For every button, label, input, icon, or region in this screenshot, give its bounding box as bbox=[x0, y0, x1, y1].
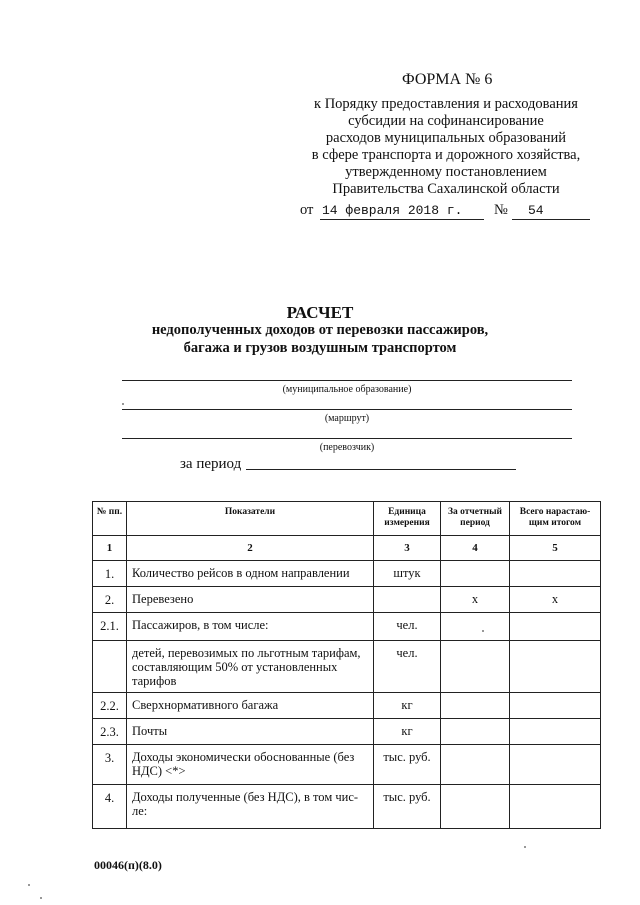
date-prefix: от bbox=[300, 202, 314, 218]
table-row bbox=[93, 785, 601, 829]
carrier-field[interactable] bbox=[122, 438, 572, 439]
total-value-cell[interactable] bbox=[510, 693, 601, 719]
row-number: 2.3. bbox=[93, 719, 127, 745]
scan-speck bbox=[28, 884, 30, 886]
scan-speck bbox=[524, 846, 526, 848]
approval-line: в сфере транспорта и дорожного хозяйства, bbox=[311, 147, 581, 163]
approval-line: субсидии на софинансирование bbox=[348, 113, 544, 129]
document-subtitle: недополученных доходов от перевозки пассажиров, bbox=[151, 322, 489, 338]
unit-cell: штук bbox=[374, 561, 441, 587]
indicator-name: Перевезено bbox=[127, 587, 374, 613]
row-number: 3. bbox=[93, 745, 127, 785]
indicator-name: Доходы экономически обоснованные (без НДС) <*> bbox=[127, 745, 374, 785]
header-cell: Всего нарастаю-щим итогом bbox=[510, 502, 601, 536]
period-value-cell[interactable] bbox=[441, 785, 510, 829]
header-cell: № пп. bbox=[93, 502, 127, 536]
approval-line: Правительства Сахалинской области bbox=[332, 181, 560, 197]
period-value-cell[interactable] bbox=[441, 613, 510, 641]
unit-cell: тыс. руб. bbox=[374, 785, 441, 829]
route-caption: (маршрут) bbox=[324, 413, 370, 424]
total-value-cell[interactable] bbox=[510, 561, 601, 587]
indicator-name: Почты bbox=[127, 719, 374, 745]
document-subtitle-line-2: багажа и грузов воздушным транспортом bbox=[183, 340, 457, 356]
indicator-name: Доходы полученные (без НДС), в том чис-ле: bbox=[127, 785, 374, 829]
number-label: № bbox=[494, 202, 508, 218]
indicator-name: Сверхнормативного багажа bbox=[127, 693, 374, 719]
municipality-caption: (муниципальное образование) bbox=[282, 384, 412, 395]
table-row bbox=[93, 745, 601, 785]
row-number: 1. bbox=[93, 561, 127, 587]
indicator-name: Количество рейсов в одном направлении bbox=[127, 561, 374, 587]
decree-date: 14 февраля 2018 г. bbox=[322, 203, 463, 218]
row-number: 4. bbox=[93, 785, 127, 829]
period-value-cell[interactable] bbox=[441, 745, 510, 785]
row-number: 2.2. bbox=[93, 693, 127, 719]
municipality-field[interactable] bbox=[122, 380, 572, 381]
table-row bbox=[93, 693, 601, 719]
column-number: 3 bbox=[374, 536, 441, 561]
period-label: за период bbox=[180, 456, 242, 472]
total-value-cell[interactable] bbox=[510, 745, 601, 785]
unit-cell: тыс. руб. bbox=[374, 745, 441, 785]
scan-speck bbox=[122, 403, 124, 405]
document-code: 00046(п)(8.0) bbox=[94, 858, 162, 872]
total-value-cell[interactable] bbox=[510, 719, 601, 745]
decree-number: 54 bbox=[528, 203, 544, 218]
table-row bbox=[93, 613, 601, 641]
unit-cell: кг bbox=[374, 719, 441, 745]
row-number: 2.1. bbox=[93, 613, 127, 641]
row-number: 2. bbox=[93, 587, 127, 613]
decree-date-line bbox=[296, 202, 596, 222]
header-cell: За отчетный период bbox=[441, 502, 510, 536]
table-row bbox=[93, 561, 601, 587]
row-number bbox=[93, 641, 127, 693]
approval-block bbox=[296, 96, 596, 198]
table-header-row bbox=[93, 502, 601, 536]
unit-cell: кг bbox=[374, 693, 441, 719]
total-value-cell: x bbox=[510, 587, 601, 613]
table-row bbox=[93, 719, 601, 745]
column-number: 1 bbox=[93, 536, 127, 561]
column-number-row bbox=[93, 536, 601, 561]
approval-line: расходов муниципальных образований bbox=[325, 130, 567, 146]
total-value-cell[interactable] bbox=[510, 613, 601, 641]
header-cell: Единица измерения bbox=[374, 502, 441, 536]
column-number: 4 bbox=[441, 536, 510, 561]
route-field[interactable] bbox=[122, 409, 572, 410]
approval-line: утвержденному постановлением bbox=[345, 164, 547, 180]
period-value-cell[interactable] bbox=[441, 561, 510, 587]
form-number: ФОРМА № 6 bbox=[402, 71, 493, 88]
header-cell: Показатели bbox=[127, 502, 374, 536]
table-row bbox=[93, 587, 601, 613]
scan-speck bbox=[40, 897, 42, 899]
document-title: РАСЧЕТ bbox=[286, 303, 354, 322]
scan-speck bbox=[482, 630, 484, 632]
unit-cell bbox=[374, 587, 441, 613]
column-number: 2 bbox=[127, 536, 374, 561]
column-number: 5 bbox=[510, 536, 601, 561]
indicator-name: детей, перевозимых по льготным тарифам, составляющим 50% от установленных тарифов bbox=[127, 641, 374, 693]
calculation-table bbox=[92, 501, 601, 829]
total-value-cell[interactable] bbox=[510, 785, 601, 829]
period-value-cell[interactable] bbox=[441, 719, 510, 745]
date-underline bbox=[320, 219, 484, 220]
approval-line: к Порядку предоставления и расходования bbox=[314, 96, 578, 112]
period-value-cell[interactable] bbox=[441, 641, 510, 693]
indicator-name: Пассажиров, в том числе: bbox=[127, 613, 374, 641]
unit-cell: чел. bbox=[374, 613, 441, 641]
period-value-cell: x bbox=[441, 587, 510, 613]
unit-cell: чел. bbox=[374, 641, 441, 693]
carrier-caption: (перевозчик) bbox=[319, 442, 375, 453]
period-value-cell[interactable] bbox=[441, 693, 510, 719]
table-row bbox=[93, 641, 601, 693]
period-field[interactable] bbox=[246, 469, 516, 470]
total-value-cell[interactable] bbox=[510, 641, 601, 693]
number-underline bbox=[512, 219, 590, 220]
